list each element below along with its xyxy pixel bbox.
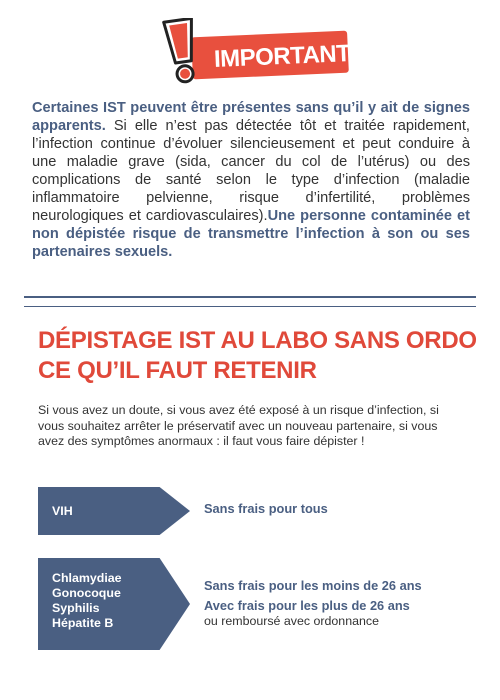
exclamation-icon bbox=[156, 18, 208, 86]
arrow-line: VIH bbox=[52, 504, 73, 518]
section-title-line1: DÉPISTAGE IST AU LABO SANS ORDO bbox=[38, 327, 477, 354]
row-vih-text: Sans frais pour tous bbox=[204, 501, 328, 516]
intro-middle: Si elle n’est pas détectée tôt et traitée rapidement, l’infection continue d’évoluer silencieusement et peut conduire à une maladie grave (sida, cancer du col de l’utérus) ou des complications de santé selon le type d’infection (maladie inflammatoire pelvienne, risque d’infertilité, problèmes neurologiques et cardiovasculaires). bbox=[32, 118, 470, 224]
section-body: Si vous avez un doute, si vous avez été exposé à un risque d’infection, si vous souhaitez arrêter le préservatif avec un nouveau partenaire, si vous avez des symptômes anormaux : il faut vous faire dépister ! bbox=[38, 403, 439, 448]
important-badge bbox=[150, 14, 350, 86]
section-title-line2: CE QU’IL FAUT RETENIR bbox=[38, 357, 317, 384]
divider-bottom bbox=[24, 306, 476, 307]
intro-lead-bold: Certaines IST peuvent être présentes sans qu’il y ait de signes apparents. bbox=[32, 100, 470, 134]
row-ist-text-3: ou remboursé avec ordonnance bbox=[204, 614, 379, 628]
section-title bbox=[38, 326, 478, 386]
arrow-line: Chlamydiae bbox=[52, 571, 122, 585]
row-ist-text-2: Avec frais pour les plus de 26 ans bbox=[204, 598, 410, 613]
arrow-line: Hépatite B bbox=[52, 616, 114, 630]
intro-paragraph bbox=[32, 99, 470, 261]
arrow-ist-label bbox=[52, 571, 122, 631]
arrow-line: Syphilis bbox=[52, 601, 100, 615]
divider-top bbox=[24, 296, 476, 298]
row-ist-text-1: Sans frais pour les moins de 26 ans bbox=[204, 578, 422, 593]
arrow-vih-label bbox=[52, 504, 73, 519]
badge-label: IMPORTANT bbox=[213, 40, 351, 73]
arrow-line: Gonocoque bbox=[52, 586, 121, 600]
intro-end-bold: Une personne contaminée et non dépistée risque de transmettre l’infection à son ou ses partenaires sexuels. bbox=[32, 208, 470, 260]
